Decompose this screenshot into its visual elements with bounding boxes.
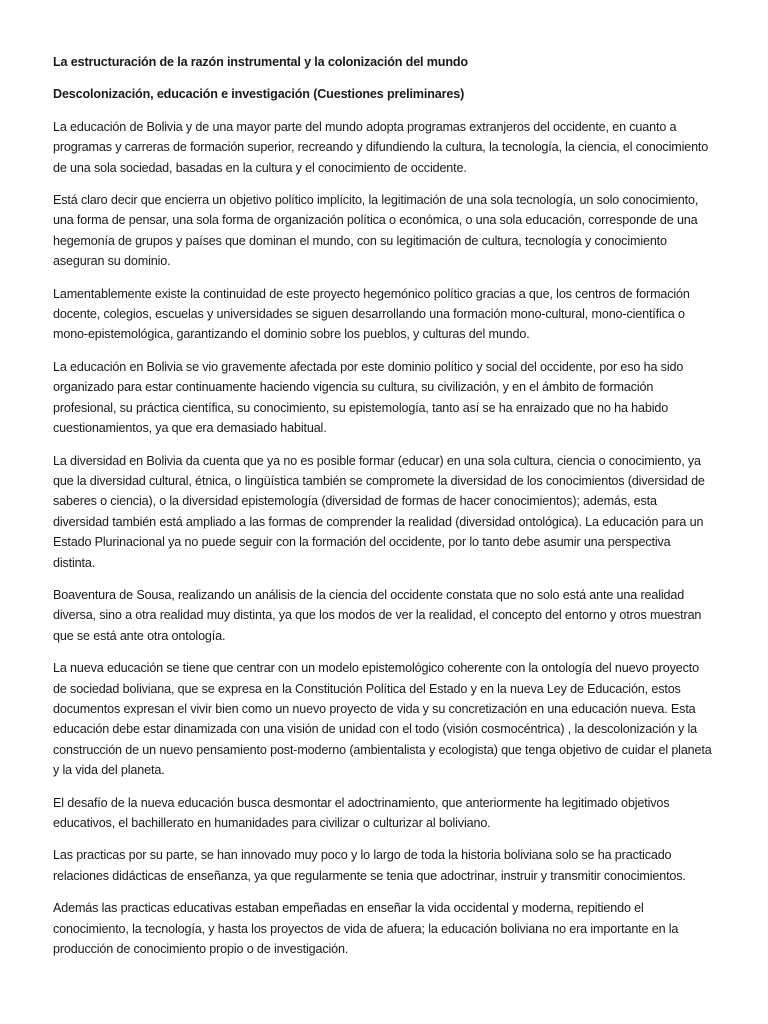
document-title: La estructuración de la razón instrumental y la colonización del mundo — [53, 55, 468, 69]
document-subtitle: Descolonización, educación e investigación (Cuestiones preliminares) — [53, 87, 465, 102]
paragraph: La diversidad en Bolivia da cuenta que ya no es posible formar (educar) en una sola cultura, ciencia o conocimiento, ya que la diversidad cultural, étnica, o lingüística también se compromete la diversidad de los conocimientos (diversidad de saberes o ciencia), o la diversidad epistemología (diversidad de formas de hacer conocimientos); además, esta diversidad también está ampliado a las formas de comprender la realidad (diversidad ontológica). La educación para un Estado Plurinacional ya no puede seguir con la formación del occidente, por lo tanto debe asumir una perspectiva distinta. — [53, 453, 705, 570]
paragraph: La educación en Bolivia se vio gravemente afectada por este dominio político y social del occidente, por eso ha sido organizado para estar continuamente haciendo vigencia su cultura, su civilización, y en el ámbito de formación profesional, su práctica científica, su conocimiento, su epistemología, tanto así se ha enraizado que no ha habido cuestionamientos, ya que era demasiado habitual. — [53, 359, 684, 436]
paragraph: Lamentablemente existe la continuidad de este proyecto hegemónico político gracias a que, los centros de formación docente, colegios, escuelas y universidades se siguen desarrollando una formación mono-cultural, mono-científica o mono-epistemológica, garantizando el dominio sobre los pueblos, y culturas del mundo. — [53, 286, 690, 342]
paragraph: Las practicas por su parte, se han innovado muy poco y lo largo de toda la historia boliviana solo se ha practicado relaciones didácticas de enseñanza, ya que regularmente se tenia que adoctrinar, instruir y transmitir conocimientos. — [53, 848, 686, 883]
paragraph: La educación de Bolivia y de una mayor parte del mundo adopta programas extranjeros del occidente, en cuanto a programas y carreras de formación superior, recreando y difundiendo la cultura, la tecnología, la ciencia, el conocimiento de una sola sociedad, basadas en la cultura y el conocimiento de occidente. — [53, 119, 709, 175]
paragraph: Boaventura de Sousa, realizando un análisis de la ciencia del occidente constata que no solo está ante una realidad diversa, sino a otra realidad muy distinta, ya que los modos de ver la realidad, el concepto del entorno y otros muestran que se está ante otra ontología. — [53, 587, 702, 643]
paragraph: Además las practicas educativas estaban empeñadas en enseñar la vida occidental y moderna, repitiendo el conocimiento, la tecnología, y hasta los proyectos de vida de afuera; la educación boliviana no era importante en la producción de conocimiento propio o de investigación. — [53, 901, 679, 957]
paragraph: La nueva educación se tiene que centrar con un modelo epistemológico coherente con la ontología del nuevo proyecto de sociedad boliviana, que se expresa en la Constitución Política del Estado y en la nueva Ley de Educación, estos documentos expresan el vivir bien como un nuevo proyecto de vida y su concretización en una educación nueva. Esta educación debe estar dinamizada con una visión de unidad con el todo (visión cosmocéntrica) , la descolonización y la construcción de un nuevo pensamiento post-moderno (ambientalista y ecologista) que tenga objetivo de cuidar el planeta y la vida del planeta. — [53, 661, 712, 778]
paragraph: Está claro decir que encierra un objetivo político implícito, la legitimación de una sola tecnología, un solo conocimiento, una forma de pensar, una sola forma de organización política o económica, o una sola educación, corresponde de una hegemonía de grupos y países que dominan el mundo, con su legitimación de cultura, tecnología y conocimiento aseguran su dominio. — [53, 193, 699, 269]
paragraph: El desafío de la nueva educación busca desmontar el adoctrinamiento, que anteriormente ha legitimado objetivos educativos, el bachillerato en humanidades para civilizar o culturizar al boliviano. — [53, 795, 670, 830]
document-page — [53, 52, 715, 971]
